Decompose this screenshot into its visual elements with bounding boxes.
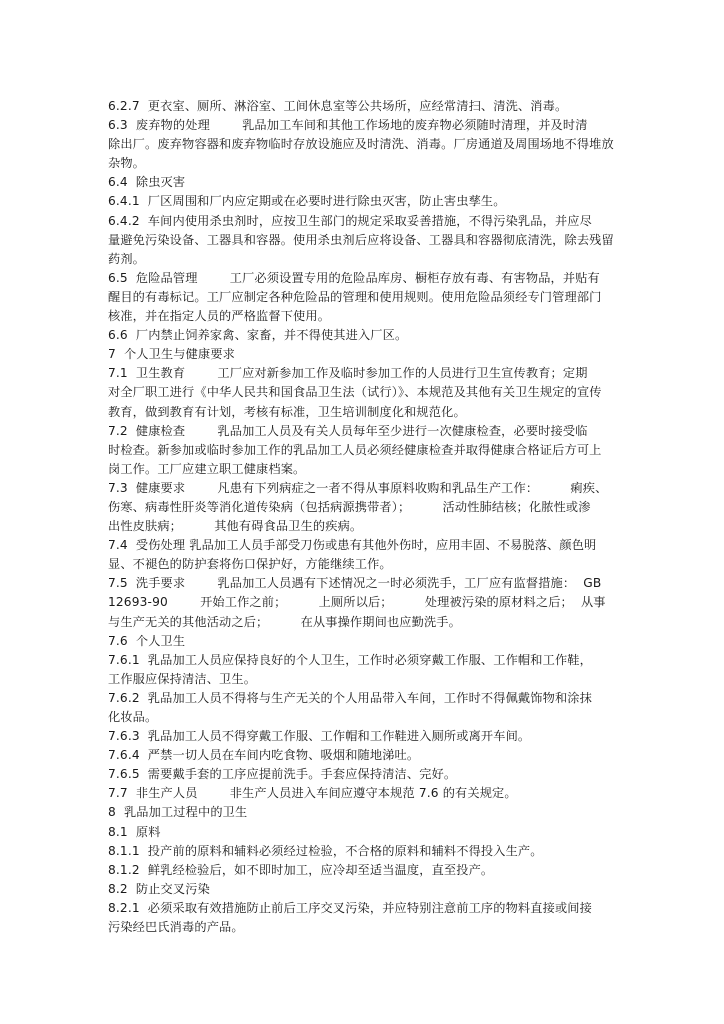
text-line: 7.6 个人卫生 — [108, 633, 186, 648]
text-line: 核准，并在指定人员的严格监督下使用。 — [108, 309, 331, 324]
text-line: 6.4 除虫灭害 — [108, 175, 186, 190]
text-line: 与生产无关的其他活动之后； 在从事操作期间也应勤洗手。 — [108, 614, 461, 629]
text-line: 7.3 健康要求 凡患有下列病症之一者不得从事原料收购和乳品生产工作： 痢疾、 — [108, 480, 608, 495]
text-line: 量避免污染设备、工器具和容器。使用杀虫剂后应将设备、工器具和容器彻底清洗，除去残留 — [108, 232, 614, 247]
document-body — [108, 97, 628, 937]
text-line: 杂物。 — [108, 156, 146, 171]
text-line: 7.6.5 需要戴手套的工序应提前洗手。手套应保持清洁、完好。 — [108, 767, 457, 782]
text-line: 除出厂。废弃物容器和废弃物临时存放设施应及时清洗、消毒。厂房通道及周围场地不得堆放 — [108, 137, 614, 152]
text-line: 醒目的有毒标记。工厂应制定各种危险品的管理和使用规则。使用危险品须经专门管理部门 — [108, 289, 602, 304]
text-line: 7 个人卫生与健康要求 — [108, 347, 235, 362]
text-line: 8.1.1 投产前的原料和辅料必须经过检验，不合格的原料和辅料不得投入生产。 — [108, 843, 543, 858]
text-line: 7.1 卫生教育 工厂应对新参加工作及临时参加工作的人员进行卫生宣传教育；定期 — [108, 366, 588, 381]
text-line: 伤寒、病毒性肝炎等消化道传染病（包括病源携带者）； 活动性肺结核；化脓性或渗 — [108, 499, 591, 514]
text-line: 出性皮肤病； 其他有碍食品卫生的疾病。 — [108, 519, 363, 534]
text-line: 岗工作。工厂应建立职工健康档案。 — [108, 461, 306, 476]
text-line: 工作服应保持清洁、卫生。 — [108, 671, 257, 686]
text-line: 8.2.1 必须采取有效措施防止前后工序交叉污染，并应特别注意前工序的物料直接或间接 — [108, 900, 592, 915]
text-line: 化妆品。 — [108, 710, 158, 724]
text-line: 8.1.2 鲜乳经检验后，如不即时加工，应冷却至适当温度，直至投产。 — [108, 862, 494, 877]
text-line: 12693-90 开始工作之前； 上厕所以后； 处理被污染的原材料之后； 从事 — [108, 595, 606, 610]
text-line: 6.6 厂内禁止饲养家禽、家畜，并不得使其进入厂区。 — [108, 328, 408, 343]
text-line: 药剂。 — [108, 251, 146, 266]
text-line: 7.4 受伤处理 乳品加工人员手部受刀伤或患有其他外伤时，应用丰固、不易脱落、颜色明 — [108, 538, 597, 553]
text-line: 7.6.4 严禁一切人员在车间内吃食物、吸烟和随地涕吐。 — [108, 748, 420, 763]
text-line: 6.3 废弃物的处理 乳品加工车间和其他工作场地的废弃物必须随时清理，并及时清 — [108, 118, 588, 133]
text-line: 8.2 防止交叉污染 — [108, 881, 210, 896]
text-line: 7.6.1 乳品加工人员应保持良好的个人卫生，工作时必须穿戴工作服、工作帽和工作鞋， — [108, 652, 592, 667]
text-line: 7.5 洗手要求 乳品加工人员遇有下述情况之一时必须洗手，工厂应有监督措施： GB — [108, 576, 602, 591]
text-line: 对全厂职工进行《中华人民共和国食品卫生法（试行）》、本规范及其他有关卫生规定的宣传 — [108, 385, 602, 400]
text-line: 时检查。新参加或临时参加工作的乳品加工人员必须经健康检查并取得健康合格证后方可上 — [108, 442, 602, 457]
text-line: 8 乳品加工过程中的卫生 — [108, 805, 248, 820]
text-line: 6.4.2 车间内使用杀虫剂时，应按卫生部门的规定采取妥善措施，不得污染乳品，并应尽 — [108, 213, 592, 228]
text-line: 污染经巴氏消毒的产品。 — [108, 920, 244, 935]
text-line: 显、不褪色的防护套将伤口保护好，方能继续工作。 — [108, 557, 392, 572]
text-line: 7.7 非生产人员 非生产人员进入车间应遵守本规范 7.6 的有关规定。 — [108, 786, 517, 801]
text-line: 6.2.7 更衣室、厕所、淋浴室、工间休息室等公共场所，应经常清扫、清洗、消毒。 — [108, 99, 568, 113]
text-line: 8.1 原料 — [108, 824, 161, 839]
text-line: 6.5 危险品管理 工厂必须设置专用的危险品库房、橱柜存放有毒、有害物品，并贴有 — [108, 270, 600, 285]
text-line: 教育，做到教育有计划，考核有标准，卫生培训制度化和规范化。 — [108, 404, 466, 419]
text-line: 7.2 健康检查 乳品加工人员及有关人员每年至少进行一次健康检查，必要时接受临 — [108, 423, 588, 438]
text-line: 6.4.1 厂区周围和厂内应定期或在必要时进行除虫灭害，防止害虫孳生。 — [108, 194, 506, 209]
text-line: 7.6.2 乳品加工人员不得将与生产无关的个人用品带入车间，工作时不得佩戴饰物和涂抹 — [108, 690, 592, 705]
text-line: 7.6.3 乳品加工人员不得穿戴工作服、工作帽和工作鞋进入厕所或离开车间。 — [108, 729, 531, 744]
